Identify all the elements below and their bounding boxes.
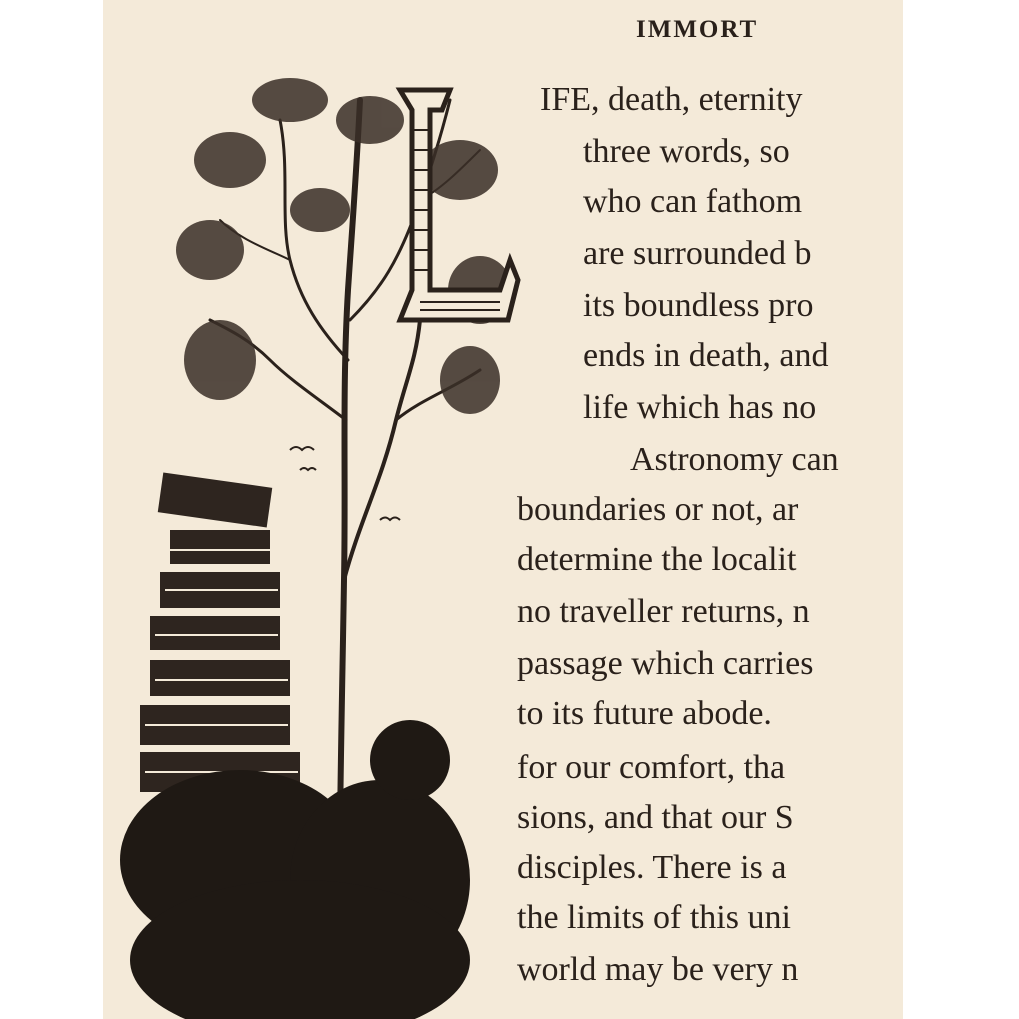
text-line: for our comfort, tha — [517, 749, 786, 786]
text-line: the limits of this uni — [517, 899, 791, 936]
text-line: who can fathom — [583, 183, 803, 220]
text-line: no traveller returns, n — [517, 593, 810, 630]
text-line: boundaries or not, ar — [517, 491, 799, 528]
text-line: ends in death, and — [583, 337, 829, 374]
text-line: three words, so — [583, 133, 790, 170]
text-line: its boundless pro — [583, 287, 814, 324]
page-margin — [903, 0, 1019, 1019]
text-line: determine the localit — [517, 541, 797, 578]
text-line: Astronomy can — [630, 441, 839, 478]
text-line: passage which carries — [517, 645, 814, 682]
text-line: are surrounded b — [583, 235, 812, 272]
text-line: world may be very n — [517, 951, 799, 988]
tree-and-ruin-engraving-icon — [120, 60, 540, 1019]
text-line: life which has no — [583, 389, 817, 426]
running-header: IMMORT — [636, 16, 759, 43]
text-line: sions, and that our S — [517, 799, 794, 836]
text-line: to its future abode. — [517, 695, 772, 732]
text-line: IFE, death, eternity — [540, 81, 803, 118]
text-line: disciples. There is a — [517, 849, 787, 886]
